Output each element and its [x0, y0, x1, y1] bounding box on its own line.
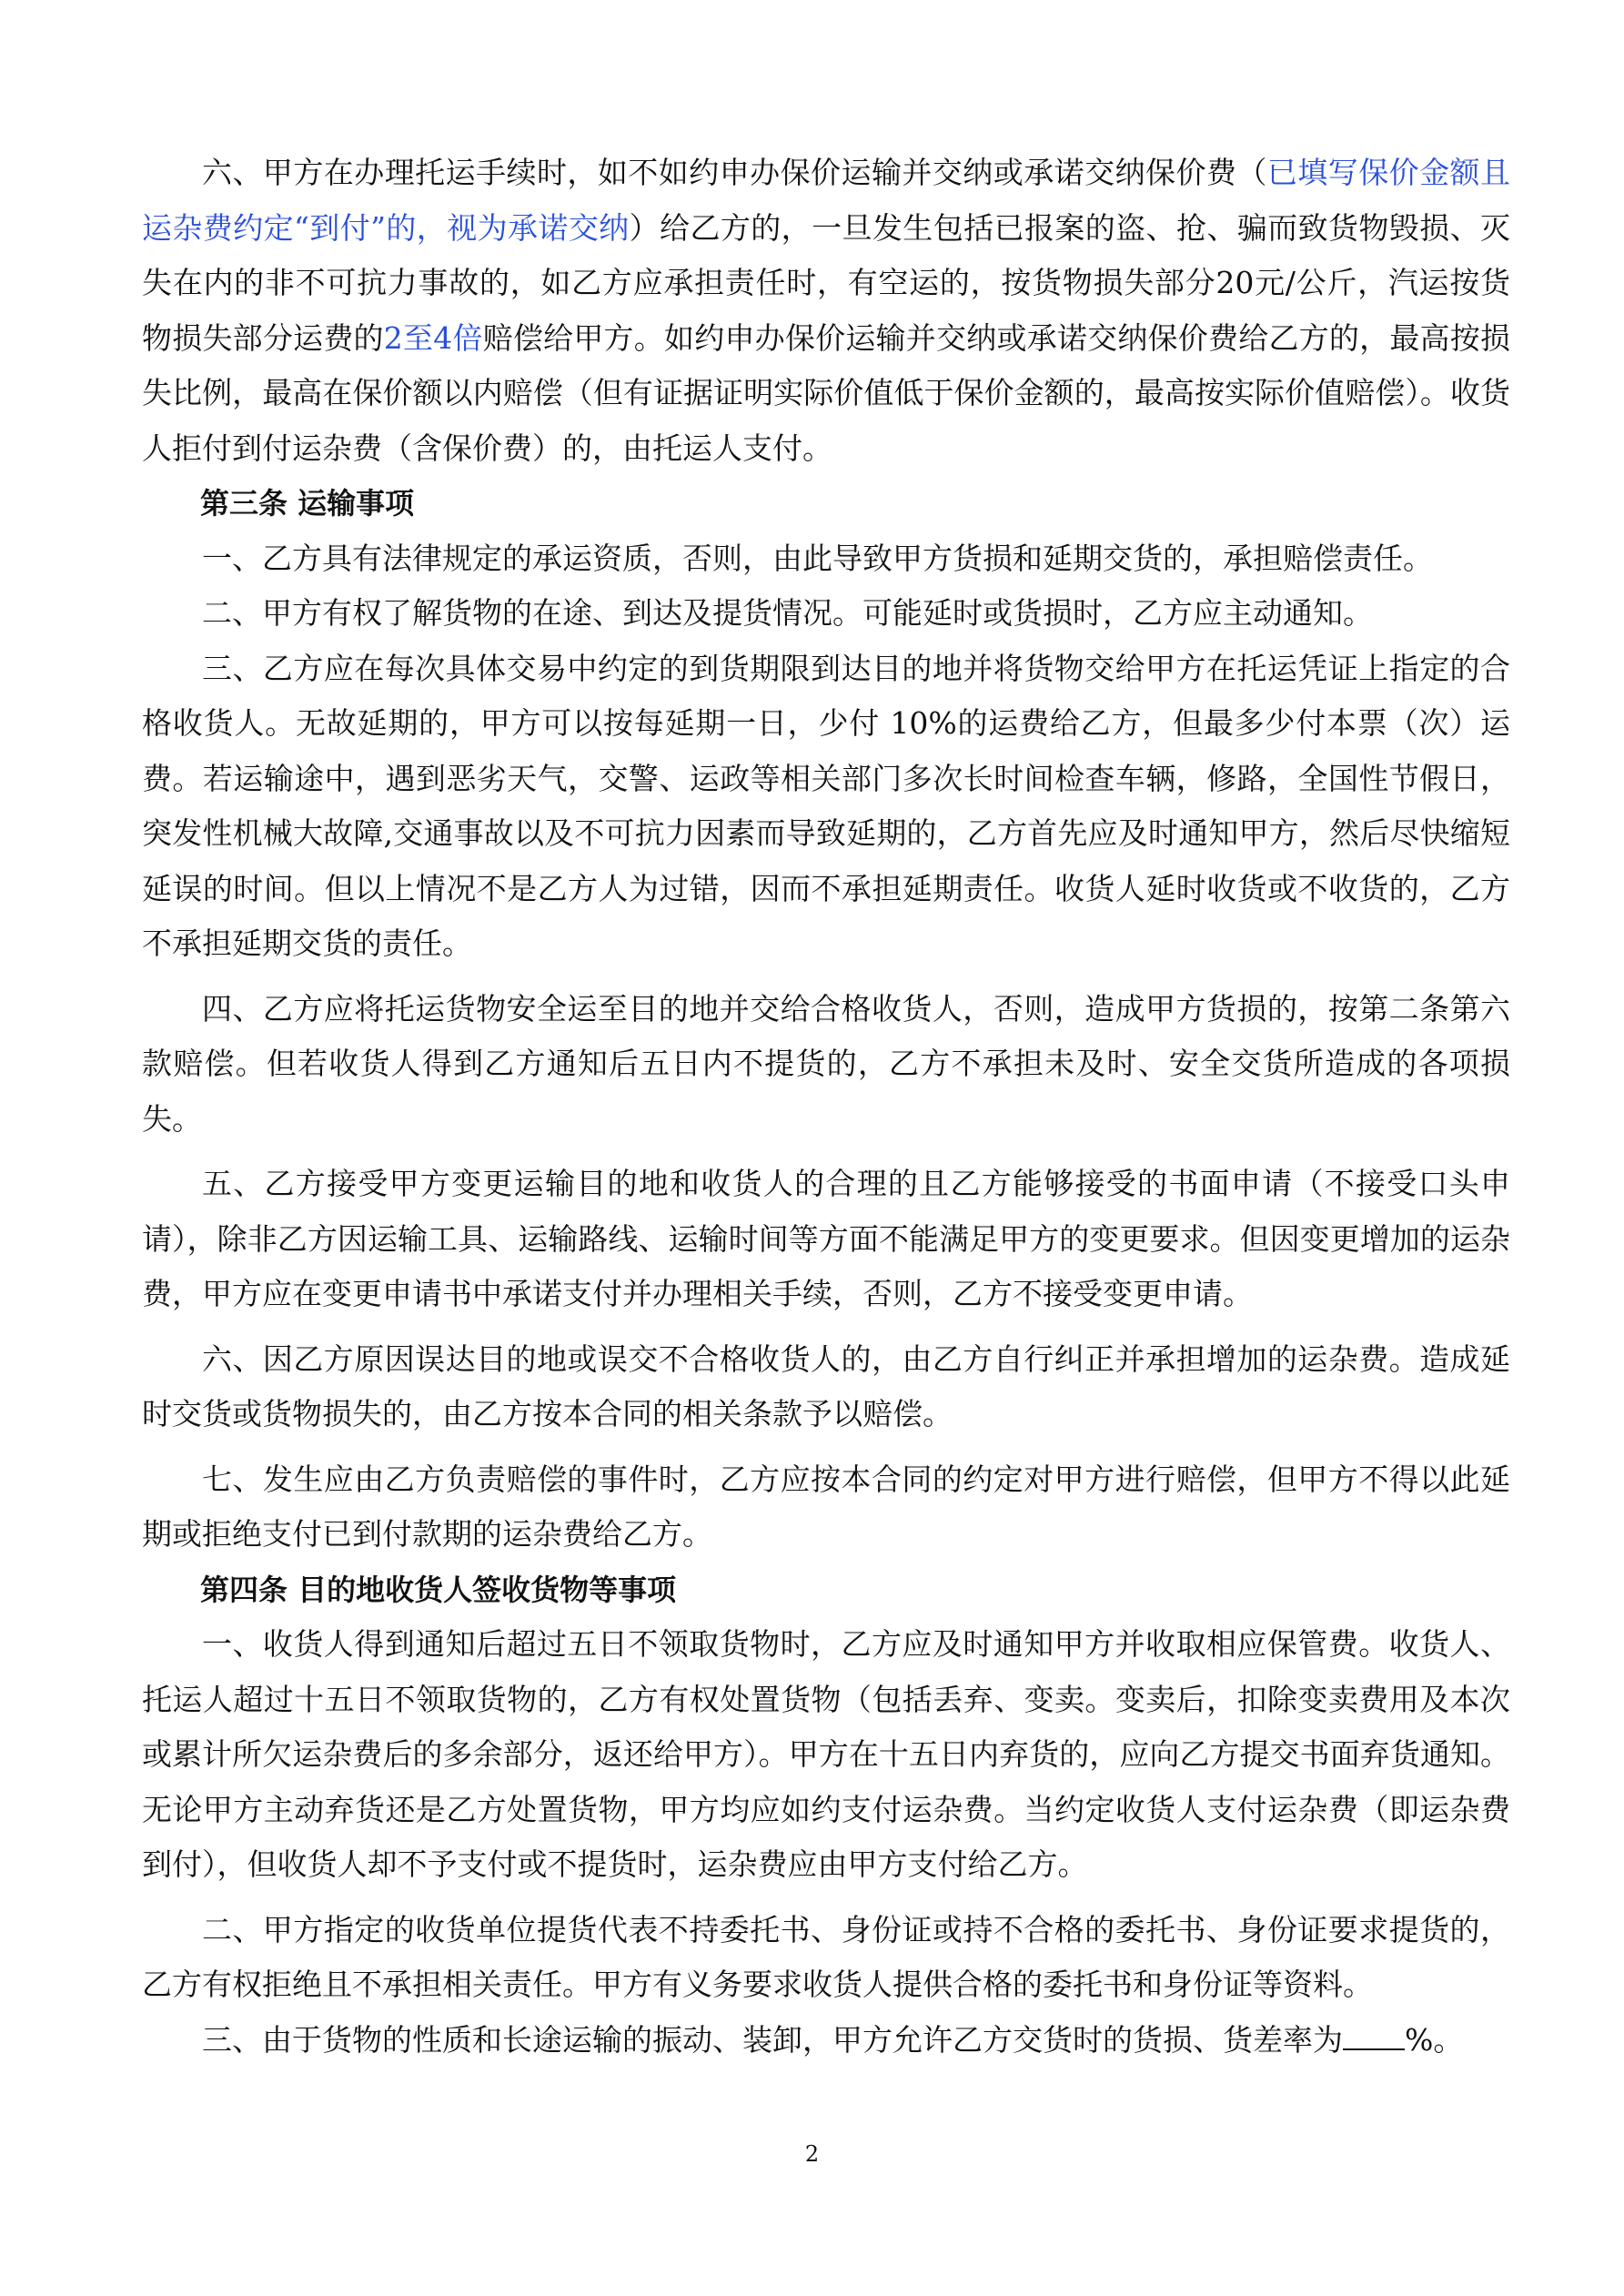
clause-2-6-text-a: 六、甲方在办理托运手续时，如不如约申办保价运输并交纳或承诺交纳保价费（	[202, 155, 1267, 190]
paragraph-gap	[142, 1147, 1510, 1157]
page-number: 2	[804, 2141, 820, 2167]
paragraph-gap	[142, 972, 1510, 982]
paragraph-gap	[142, 1893, 1510, 1903]
clause-4-3-percent: %。	[1405, 2021, 1464, 2058]
fill-in-blank[interactable]	[1343, 2021, 1405, 2050]
clause-4-2: 二、甲方指定的收货单位提货代表不持委托书、身份证或持不合格的委托书、身份证要求提货的，乙方有权拒绝且不承担相关责任。甲方有义务要求收货人提供合格的委托书和身份证等资料。	[142, 1911, 1510, 2002]
clause-3-4: 四、乙方应将托运货物安全运至目的地并交给合格收货人，否则，造成甲方货损的，按第二条第六款赔偿。但若收货人得到乙方通知后五日内不提货的，乙方不承担未及时、安全交货所造成的各项损失。	[142, 990, 1510, 1137]
clause-2-6-text-b: ）给乙方的，一旦发生包括已报案的盗、抢、骗而致货物毁损、灭失在内的非不可抗力事故的，如乙方应承担责任时，有空运的，按货物损失部分20元/公斤，汽运按货物损失部分运费的	[142, 209, 1510, 356]
article-4-heading: 第四条 目的地收货人签收货物等事项	[200, 1572, 677, 1607]
clause-3-2: 二、甲方有权了解货物的在途、到达及提货情况。可能延时或货损时，乙方应主动通知。	[202, 595, 1373, 631]
clause-3-5: 五、乙方接受甲方变更运输目的地和收货人的合理的且乙方能够接受的书面申请（不接受口头申请），除非乙方因运输工具、运输路线、运输时间等方面不能满足甲方的变更要求。但因变更增加的运杂费，甲方应在变更申请书中承诺支付并办理相关手续，否则，乙方不接受变更申请。	[142, 1166, 1510, 1311]
clause-2-6	[142, 146, 1510, 476]
paragraph-gap	[142, 1322, 1510, 1332]
clause-4-3	[142, 2013, 1510, 2068]
clause-3-7: 七、发生应由乙方负责赔偿的事件时，乙方应按本合同的约定对甲方进行赔偿，但甲方不得以此延期或拒绝支付已到付款期的运杂费给乙方。	[142, 1461, 1510, 1552]
clause-3-1: 一、乙方具有法律规定的承运资质，否则，由此导致甲方货损和延期交货的，承担赔偿责任。	[202, 540, 1433, 576]
clause-4-3-text: 三、由于货物的性质和长途运输的振动、装卸，甲方允许乙方交货时的货损、货差率为	[202, 2021, 1343, 2058]
document-body	[142, 146, 1510, 2068]
clause-2-6-highlight-1: 已填写保价金额且运杂费约定“到付”的，视为承诺交纳	[142, 155, 1511, 246]
clause-2-6-text-c: 赔偿给甲方。如约申办保价运输并交纳或承诺交纳保价费给乙方的，最高按损失比例，最高在保价额以内赔偿（但有证据证明实际价值低于保价金额的，最高按实际价值赔偿）。收货人拒付到付运杂费（含保价费）的，由托运人支付。	[142, 319, 1511, 466]
paragraph-gap	[142, 1442, 1510, 1452]
clause-4-1: 一、收货人得到通知后超过五日不领取货物时，乙方应及时通知甲方并收取相应保管费。收货人、托运人超过十五日不领取货物的，乙方有权处置货物（包括丢弃、变卖。变卖后，扣除变卖费用及本次或累计所欠运杂费后的多余部分，返还给甲方）。甲方在十五日内弃货的，应向乙方提交书面弃货通知。无论甲方主动弃货还是乙方处置货物，甲方均应如约支付运杂费。当约定收货人支付运杂费（即运杂费到付），但收货人却不予支付或不提货时，运杂费应由甲方支付给乙方。	[142, 1626, 1510, 1882]
clause-3-3: 三、乙方应在每次具体交易中约定的到货期限到达目的地并将货物交给甲方在托运凭证上指定的合格收货人。无故延期的，甲方可以按每延期一日，少付 10%的运费给乙方，但最多少付本票（次）运费。若运输途中，遇到恶劣天气，交警、运政等相关部门多次长时间检查车辆，修路，全国性节假日，突发性机械大故障,交通事故以及不可抗力因素而导致延期的，乙方首先应及时通知甲方，然后尽快缩短延误的时间。但以上情况不是乙方人为过错，因而不承担延期责任。收货人延时收货或不收货的，乙方不承担延期交货的责任。	[142, 650, 1510, 961]
clause-3-6: 六、因乙方原因误达目的地或误交不合格收货人的，由乙方自行纠正并承担增加的运杂费。造成延时交货或货物损失的，由乙方按本合同的相关条款予以赔偿。	[142, 1340, 1510, 1431]
clause-2-6-highlight-2: 2至4倍	[383, 319, 483, 356]
article-3-heading: 第三条 运输事项	[200, 486, 415, 521]
